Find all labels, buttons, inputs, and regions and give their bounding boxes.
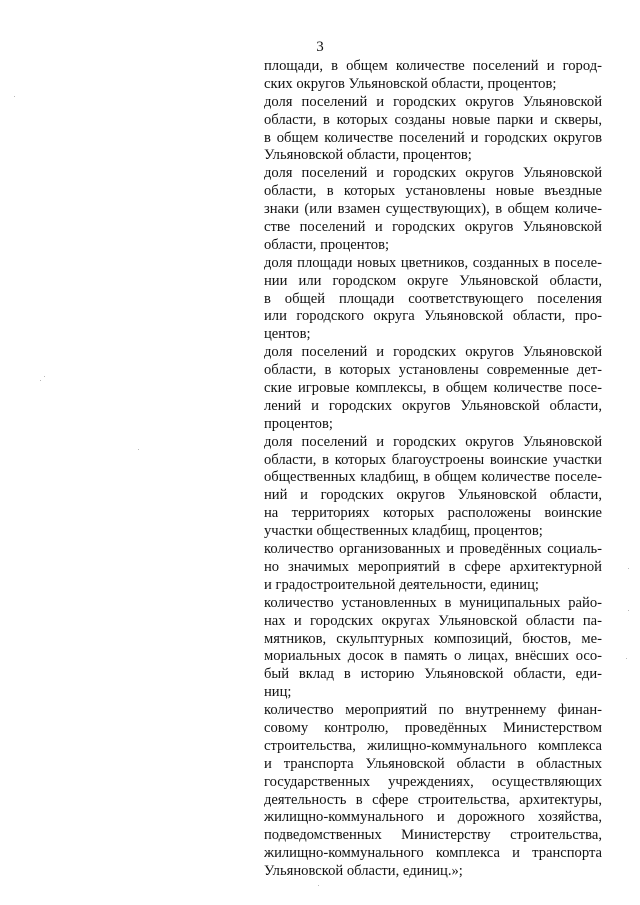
text-line: подведомственных Министерству строительства, bbox=[264, 827, 602, 844]
paragraph bbox=[264, 165, 602, 254]
text-line: общественных кладбищ, в общем количестве поселе- bbox=[264, 469, 602, 486]
text-line: области, процентов; bbox=[264, 236, 390, 253]
text-line: или городского округа Ульяновской области, про- bbox=[264, 308, 602, 325]
text-line: бый вклад в историю Ульяновской области, еди- bbox=[264, 666, 602, 683]
text-line: участки общественных кладбищ, процентов; bbox=[264, 523, 543, 540]
text-line: деятельность в сфере строительства, архитектуры, bbox=[264, 791, 602, 808]
scan-speck bbox=[628, 610, 629, 611]
scan-speck bbox=[318, 885, 319, 886]
text-line: знаки (или взамен существующих), в общем количе- bbox=[264, 201, 602, 218]
scan-speck bbox=[14, 96, 15, 97]
text-line: в общей площади соответствующего поселения bbox=[264, 290, 602, 307]
text-line: лений и городских округов Ульяновской области, bbox=[264, 397, 602, 414]
text-line: ских округов Ульяновской области, процентов; bbox=[264, 75, 557, 92]
text-line: количество организованных и проведённых социаль- bbox=[264, 541, 602, 558]
text-line: ниц; bbox=[264, 684, 292, 701]
text-line: нии или городском округе Ульяновской области, bbox=[264, 272, 602, 289]
text-line: государственных учреждениях, осуществляющих bbox=[264, 773, 602, 790]
text-line: центов; bbox=[264, 326, 311, 343]
text-line: в общем количестве поселений и городских округов bbox=[264, 129, 602, 146]
scan-speck bbox=[44, 376, 45, 377]
text-line: мятников, скульптурных композиций, бюстов, ме- bbox=[264, 630, 602, 647]
paragraph bbox=[264, 58, 602, 94]
text-line: нах и городских округах Ульяновской области па- bbox=[264, 612, 602, 629]
scan-speck bbox=[628, 568, 629, 569]
text-line: и градостроительной деятельности, единиц; bbox=[264, 576, 539, 593]
paragraph bbox=[264, 344, 602, 433]
text-line: области, в которых установлены современные дет- bbox=[264, 362, 602, 379]
scan-speck bbox=[40, 380, 41, 381]
text-line: количество мероприятий по внутреннему финан- bbox=[264, 702, 602, 719]
document-text bbox=[264, 58, 602, 881]
text-line: области, в которых созданы новые парки и скверы, bbox=[264, 111, 602, 128]
text-line: жилищно-коммунального и дорожного хозяйства, bbox=[264, 809, 602, 826]
paragraph bbox=[264, 702, 602, 881]
text-line: доля площади новых цветников, созданных в поселе- bbox=[264, 254, 602, 271]
text-line: площади, в общем количестве поселений и город- bbox=[264, 58, 602, 74]
scan-speck bbox=[138, 449, 139, 450]
text-line: и транспорта Ульяновской области в областных bbox=[264, 755, 602, 772]
page-number: 3 bbox=[316, 39, 324, 55]
text-line: доля поселений и городских округов Ульяновской bbox=[264, 344, 602, 361]
text-line: доля поселений и городских округов Ульяновской bbox=[264, 165, 602, 182]
text-line: мориальных досок в память о лицах, внёсших осо- bbox=[264, 648, 602, 665]
text-line: жилищно-коммунального комплекса и транспорта bbox=[264, 845, 602, 862]
text-line: Ульяновской области, единиц.»; bbox=[264, 863, 463, 880]
paragraph bbox=[264, 434, 602, 541]
text-line: стве поселений и городских округов Ульяновской bbox=[264, 219, 602, 236]
text-line: но значимых мероприятий в сфере архитектурной bbox=[264, 558, 602, 575]
text-line: строительства, жилищно-коммунального комплекса bbox=[264, 737, 602, 754]
text-line: совому контролю, проведённых Министерством bbox=[264, 719, 602, 736]
text-line: области, в которых установлены новые въездные bbox=[264, 183, 602, 200]
paragraph bbox=[264, 94, 602, 166]
paragraph bbox=[264, 255, 602, 344]
text-line: ний и городских округов Ульяновской области, bbox=[264, 487, 602, 504]
paragraph bbox=[264, 595, 602, 702]
text-line: Ульяновской области, процентов; bbox=[264, 147, 472, 164]
scan-speck bbox=[626, 658, 627, 659]
text-line: доля поселений и городских округов Ульяновской bbox=[264, 433, 602, 450]
paragraph bbox=[264, 541, 602, 595]
text-line: на территориях которых расположены воинские bbox=[264, 505, 602, 522]
text-line: доля поселений и городских округов Ульяновской bbox=[264, 93, 602, 110]
text-line: количество установленных в муниципальных райо- bbox=[264, 594, 602, 611]
text-line: ские игровые комплексы, в общем количестве посе- bbox=[264, 380, 602, 397]
text-line: области, в которых благоустроены воинские участки bbox=[264, 451, 602, 468]
text-line: процентов; bbox=[264, 415, 333, 432]
